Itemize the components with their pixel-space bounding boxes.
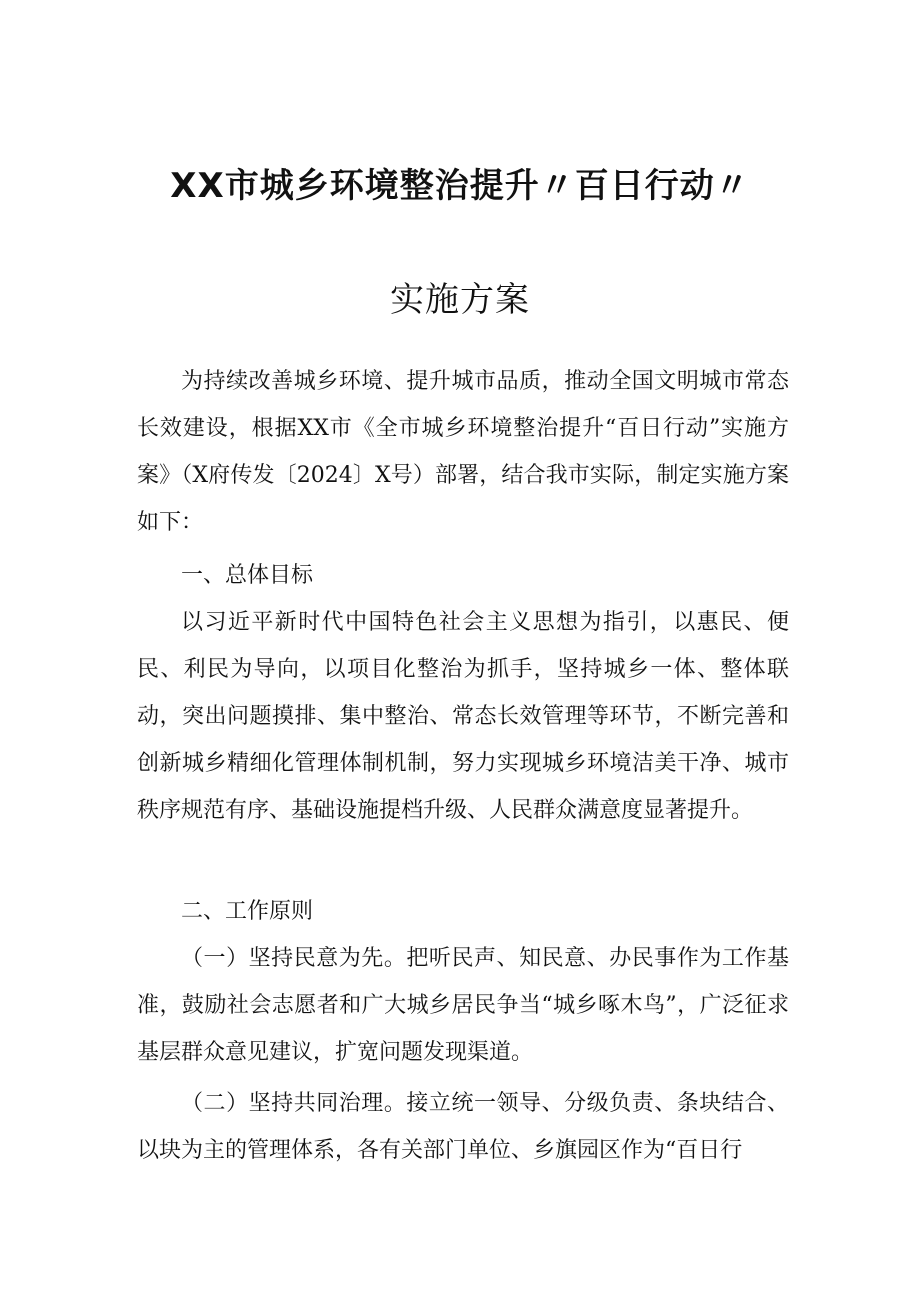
section-heading-overall-goal: 一、总体目标 [181, 563, 314, 588]
principle-paragraph-2: （二）坚持共同治理。接立统一领导、分级负责、条块结合、以块为主的管理体系，各有关部门单位、乡旗园区作为“百日行 [137, 1091, 789, 1163]
principle-paragraph-1: （一）坚持民意为先。把听民声、知民意、办民事作为工作基准，鼓励社会志愿者和广大城乡居民争当“城乡啄木鸟”，广泛征求基层群众意见建议，扩宽问题发现渠道。 [137, 946, 789, 1065]
document-title-line2: 实施方案 [390, 280, 530, 320]
section-heading-work-principles: 二、工作原则 [181, 899, 314, 924]
intro-paragraph: 为持续改善城乡环境、提升城市品质，推动全国文明城市常态长效建设，根据XX市《全市城乡环境整治提升“百日行动”实施方案》（X府传发〔2024〕X号）部署，结合我市实际，制定实施方案如下： [137, 369, 789, 535]
document-title-line1: XX市城乡环境整治提升〃百日行动〃 [170, 166, 750, 206]
overall-goal-paragraph: 以习近平新时代中国特色社会主义思想为指引，以惠民、便民、利民为导向，以项目化整治为抓手，坚持城乡一体、整体联动，突出问题摸排、集中整治、常态长效管理等环节，不断完善和创新城乡精细化管理体制机制，努力实现城乡环境洁美干净、城市秩序规范有序、基础设施提档升级、人民群众满意度显著提升。 [137, 610, 789, 823]
